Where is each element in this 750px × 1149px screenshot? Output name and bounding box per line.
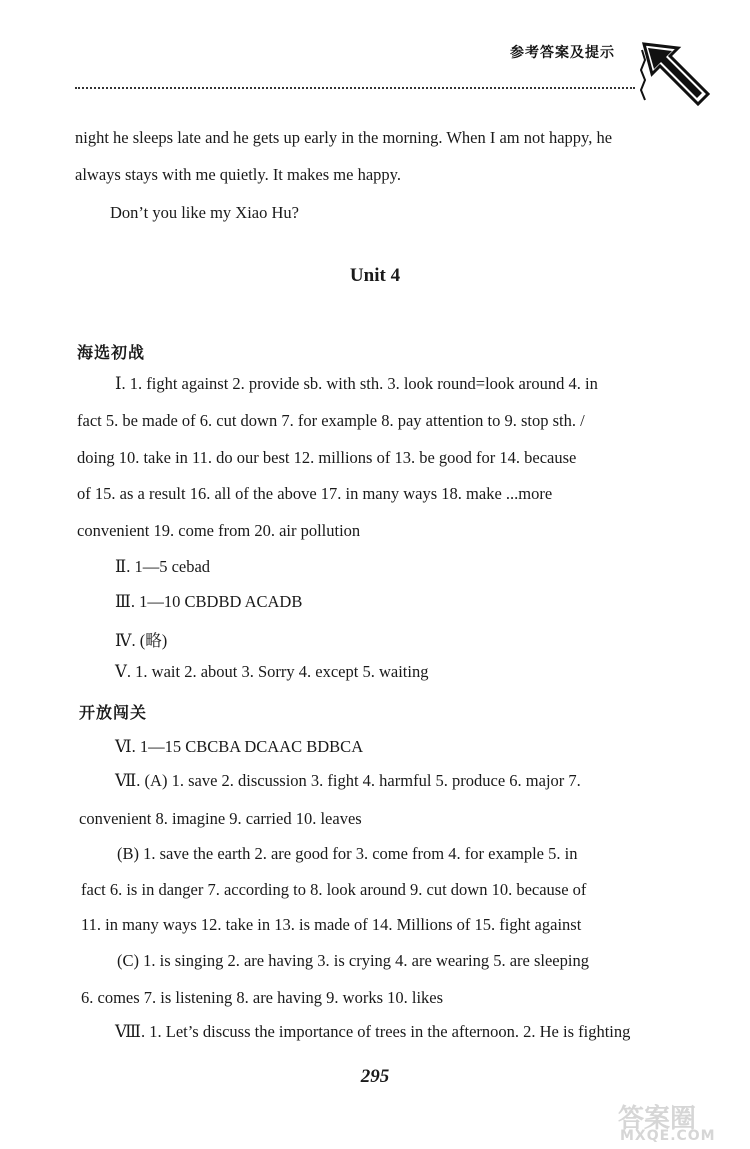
answer-line: fact 6. is in danger 7. according to 8. look around 9. cut down 10. because of <box>81 880 587 899</box>
section-heading: 海选初战 <box>77 343 146 362</box>
answer-line: 11. in many ways 12. take in 13. is made of 14. Millions of 15. fight against <box>81 915 582 934</box>
text-line: Don’t you like my Xiao Hu? <box>110 203 299 222</box>
watermark-url: MXQE.COM <box>620 1128 716 1144</box>
section-heading: 开放闯关 <box>79 703 148 722</box>
answer-line: convenient 19. come from 20. air pollution <box>77 521 361 540</box>
watermark-logo: 答案圈 <box>618 1104 697 1134</box>
header-title: 参考答案及提示 <box>510 45 615 61</box>
page-number: 295 <box>360 1066 390 1087</box>
answer-line: of 15. as a result 16. all of the above 17. in many ways 18. make ...more <box>77 484 553 503</box>
answer-line: Ⅳ. (略) <box>115 631 168 650</box>
answer-line: Ⅰ. 1. fight against 2. provide sb. with sth. 3. look round=look around 4. in <box>115 374 598 393</box>
answer-line: 6. comes 7. is listening 8. are having 9. works 10. likes <box>81 988 444 1007</box>
answer-line: fact 5. be made of 6. cut down 7. for example 8. pay attention to 9. stop sth. / <box>77 411 585 430</box>
answer-line: Ⅵ. 1—15 CBCBA DCAAC BDBCA <box>115 737 364 756</box>
text-line: night he sleeps late and he gets up early in the morning. When I am not happy, he <box>75 128 613 147</box>
answer-line: doing 10. take in 11. do our best 12. millions of 13. be good for 14. because <box>77 448 577 467</box>
text-line: always stays with me quietly. It makes me happy. <box>75 165 401 184</box>
answer-line: (C) 1. is singing 2. are having 3. is crying 4. are wearing 5. are sleeping <box>117 951 589 970</box>
answer-line: Ⅷ. 1. Let’s discuss the importance of trees in the afternoon. 2. He is fighting <box>115 1022 631 1041</box>
header-dotted-rule <box>75 87 635 92</box>
answer-line: convenient 8. imagine 9. carried 10. leaves <box>79 809 362 828</box>
answer-line: Ⅱ. 1—5 cebad <box>115 557 211 576</box>
answer-line: Ⅲ. 1—10 CBDBD ACADB <box>115 592 303 611</box>
answer-line: Ⅴ. 1. wait 2. about 3. Sorry 4. except 5. waiting <box>115 662 429 681</box>
answer-line: (B) 1. save the earth 2. are good for 3. come from 4. for example 5. in <box>117 844 578 863</box>
answer-line: Ⅶ. (A) 1. save 2. discussion 3. fight 4. harmful 5. produce 6. major 7. <box>115 771 581 790</box>
unit-heading: Unit 4 <box>349 265 401 286</box>
arrow-icon <box>640 40 712 112</box>
